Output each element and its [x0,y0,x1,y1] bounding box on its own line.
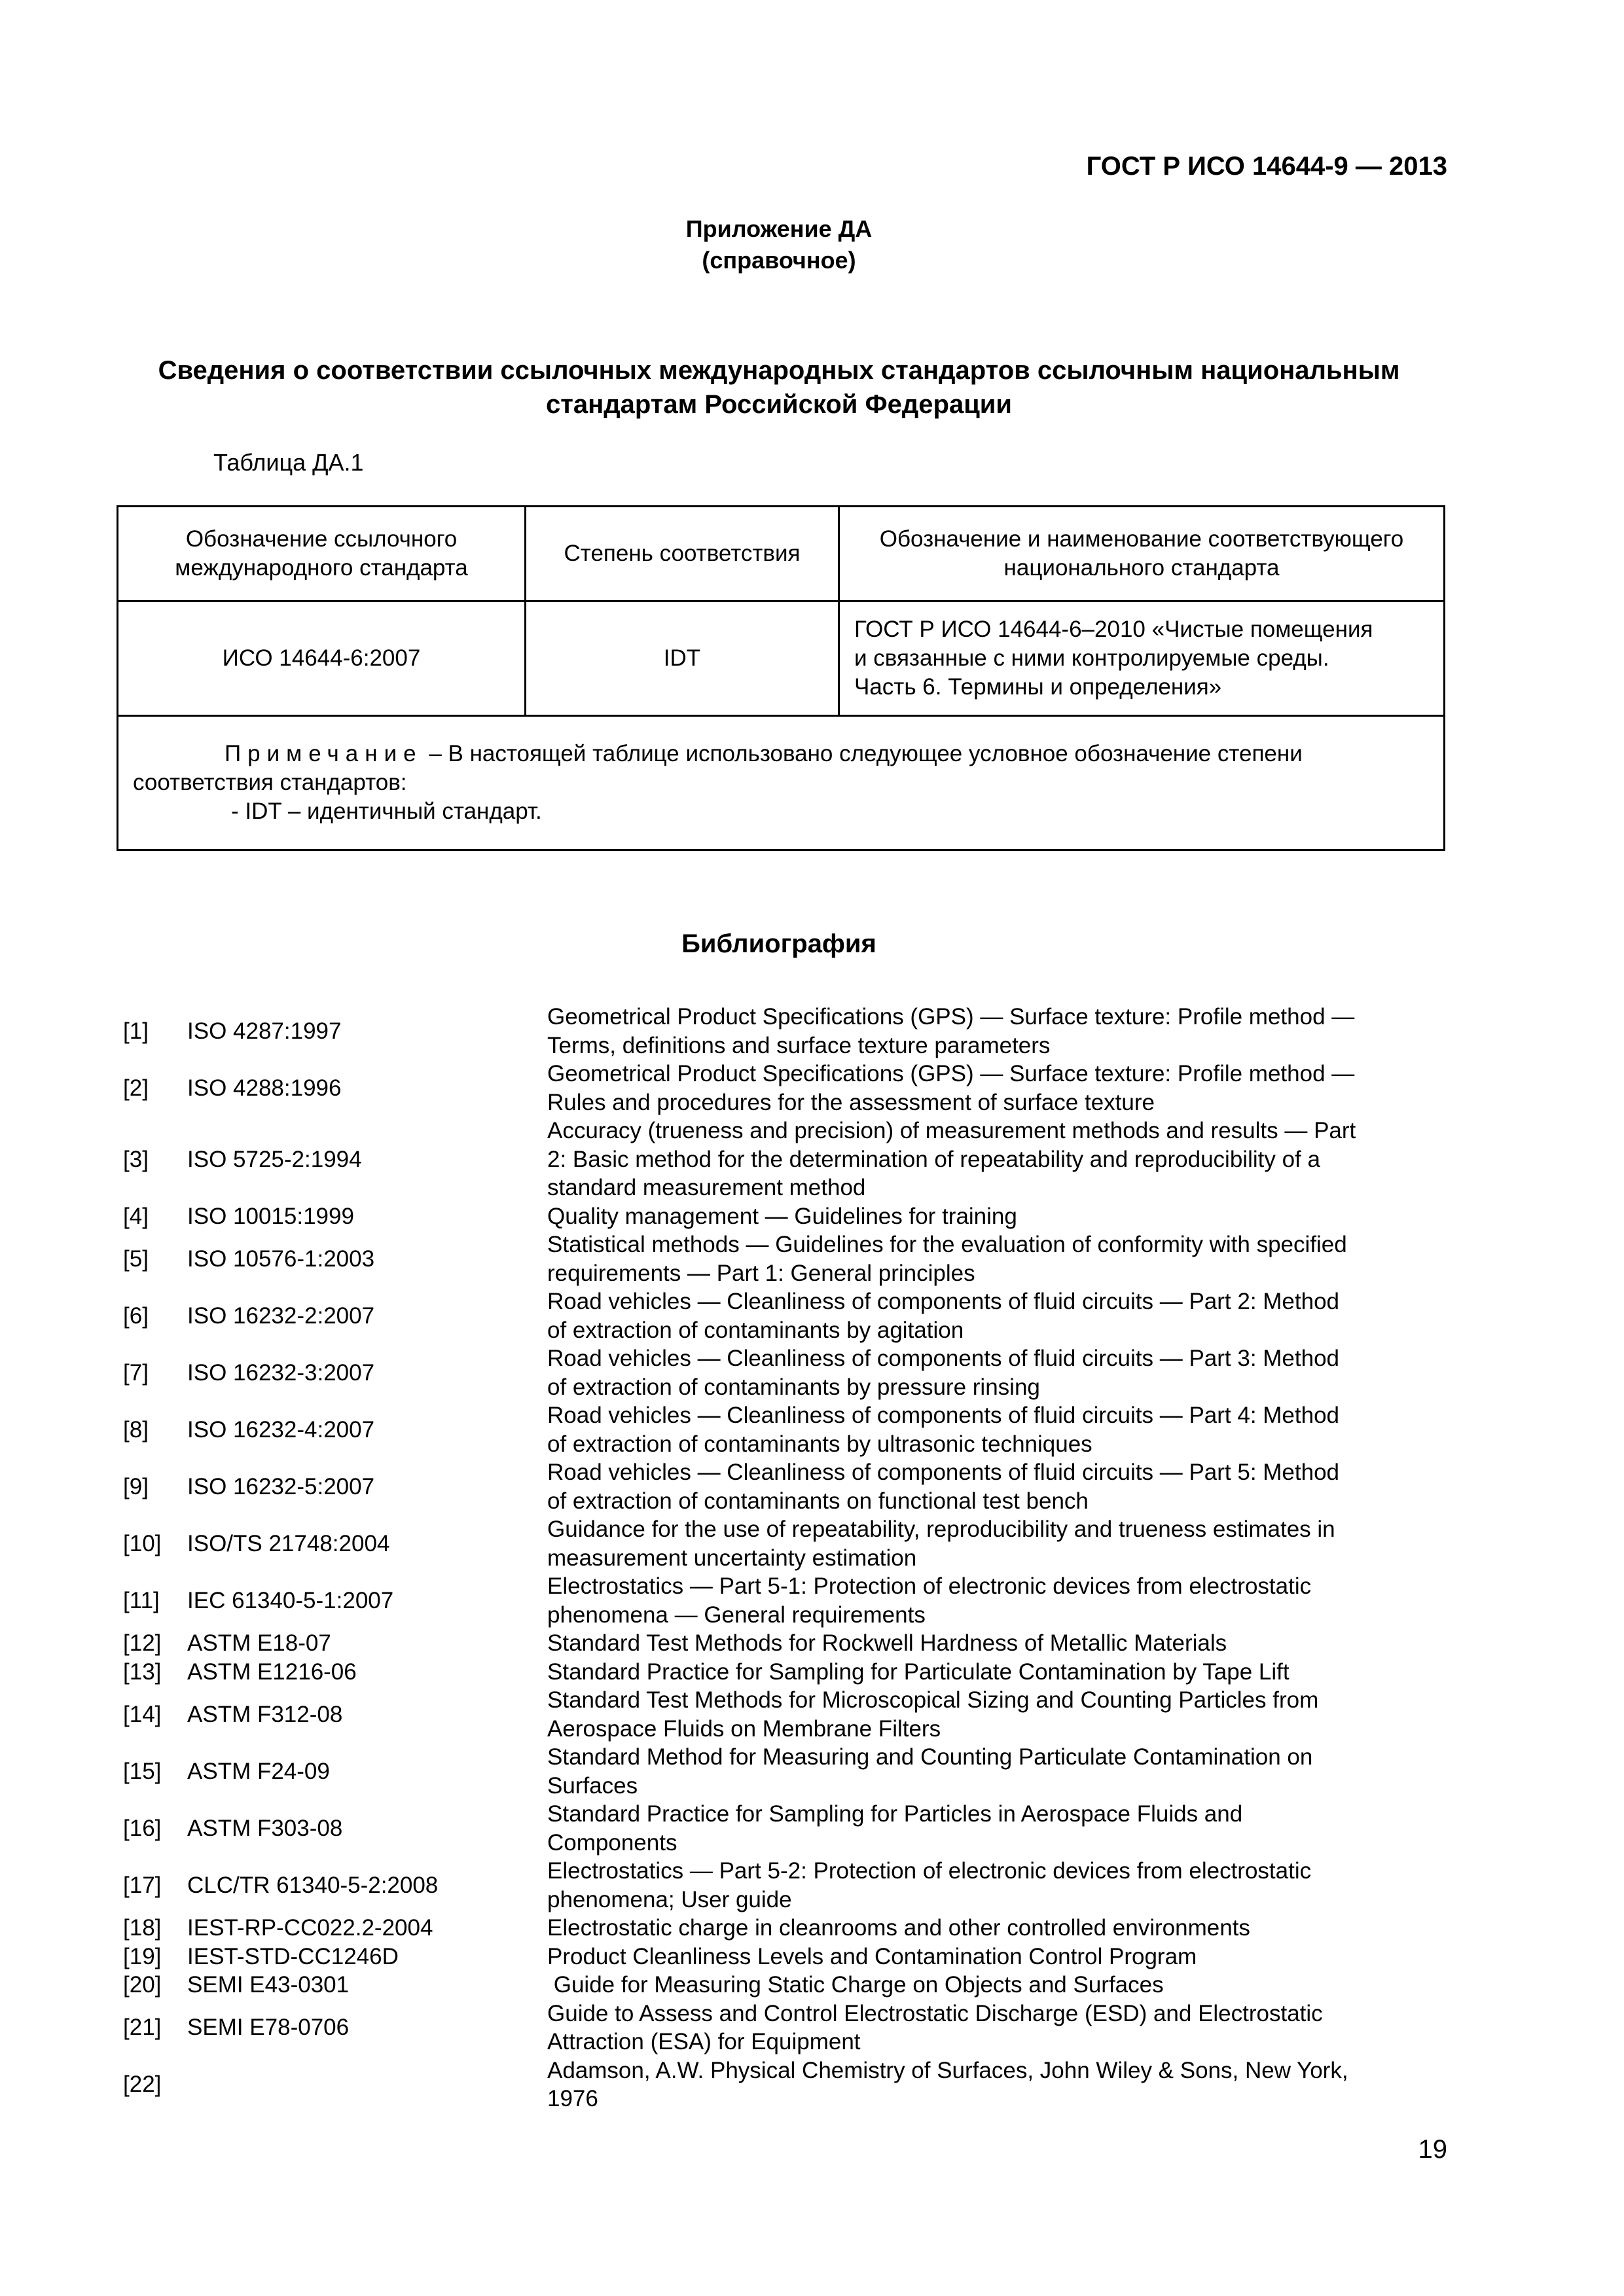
entry-title-line: of extraction of contaminants by ultrasonic techniques [547,1431,1092,1457]
entry-code: CLC/TR 61340-5-2:2008 [187,1872,439,1898]
cell-national-standard: ГОСТ Р ИСО 14644-6–2010 «Чистые помещения и связанные с ними контролируемые среды. Часть 6. Термины и определения» [839,601,1445,716]
entry-title [547,1003,1439,1060]
bibliography-entry [123,1515,1439,1572]
bibliography-entry [123,1800,1439,1857]
entry-title-line: measurement uncertainty estimation [547,1545,917,1571]
entry-title [547,1287,1439,1344]
entry-title-line: Aerospace Fluids on Membrane Filters [547,1715,941,1742]
entry-title [547,1743,1439,1800]
entry-title-line: requirements — Part 1: General principles [547,1260,975,1286]
annex-subtitle: (справочное) [702,247,856,274]
entry-number: [6] [123,1302,149,1329]
entry-code: ASTM E1216-06 [187,1659,357,1685]
entry-number: [14] [123,1701,162,1727]
section-heading [118,353,1440,422]
entry-title [547,2056,1439,2113]
entry-title-line: Standard Test Methods for Rockwell Hardness of Metallic Materials [547,1630,1227,1656]
entry-title-line: phenomena; User guide [547,1886,792,1912]
section-heading-line: стандартам Российской Федерации [546,390,1012,419]
entry-number: [1] [123,1018,149,1044]
entry-code: ASTM F312-08 [187,1701,343,1727]
entry-code: ISO 16232-4:2007 [187,1416,375,1443]
entry-number: [4] [123,1203,149,1229]
entry-code: ASTM E18-07 [187,1630,331,1656]
entry-title-line: Guidance for the use of repeatability, reproducibility and trueness estimates in [547,1516,1335,1542]
bibliography-entry [123,1230,1439,1287]
column-header-intl-standard: Обозначение ссылочного международного стандарта [118,507,526,601]
entry-title-line: Geometrical Product Specifications (GPS) — Surface texture: Profile method — [547,1061,1355,1086]
table-header-row [118,507,1445,601]
entry-title [547,1344,1439,1401]
entry-code: ISO 16232-3:2007 [187,1359,375,1386]
bibliography-entry [123,1287,1439,1344]
entry-title-line: Electrostatics — Part 5-1: Protection of electronic devices from electrostatic [547,1573,1312,1599]
bibliography-entry [123,1060,1439,1117]
bibliography-entry [123,1572,1439,1629]
entry-code: ISO 4287:1997 [187,1018,342,1044]
bibliography-entry [123,1003,1439,1060]
entry-number: [11] [123,1587,160,1613]
table-note [118,716,1445,850]
entry-number: [12] [123,1630,162,1656]
entry-code: ISO 16232-5:2007 [187,1473,375,1499]
entry-code: ISO/TS 21748:2004 [187,1530,390,1556]
entry-code: IEST-STD-CC1246D [187,1943,399,1969]
entry-title-line: Standard Method for Measuring and Counting Particulate Contamination on [547,1744,1313,1770]
note-text: – В настоящей таблице использовано следующее условное обозначение степени [422,741,1303,766]
entry-title-line: Terms, definitions and surface texture parameters [547,1032,1051,1058]
entry-number: [21] [123,2015,162,2041]
entry-number: [17] [123,1872,162,1898]
entry-code: SEMI E43-0301 [187,1972,350,1998]
cell-degree: IDT [526,601,839,716]
entry-title-line: Attraction (ESA) for Equipment [547,2029,861,2054]
entry-code: ASTM F24-09 [187,1758,330,1784]
bibliography-entry [123,1943,1439,1971]
entry-title [547,1572,1439,1629]
entry-title [547,1458,1439,1515]
entry-title-line: of extraction of contaminants by agitation [547,1317,964,1343]
entry-title-line: Standard Practice for Sampling for Particles in Aerospace Fluids and [547,1801,1243,1827]
entry-code: IEC 61340-5-1:2007 [187,1587,394,1613]
entry-number: [13] [123,1659,162,1685]
bibliography-title: Библиография [681,929,876,958]
entry-title-line: Electrostatic charge in cleanrooms and other controlled environments [547,1915,1250,1941]
cell-intl-standard: ИСО 14644-6:2007 [118,601,526,716]
entry-title [547,1117,1439,1202]
entry-number: [3] [123,1146,149,1172]
correspondence-table [117,505,1445,851]
entry-title [547,1230,1439,1287]
entry-title [547,1515,1439,1572]
entry-title [547,1686,1439,1743]
entry-title [547,1800,1439,1857]
bibliography-entry [123,2000,1439,2056]
bibliography-entry [123,1401,1439,1458]
entry-title-line: Rules and procedures for the assessment of surface texture [547,1089,1155,1115]
entry-code: ISO 10015:1999 [187,1203,354,1229]
entry-title-line: of extraction of contaminants on functional test bench [547,1488,1089,1514]
entry-title-line: Standard Practice for Sampling for Particulate Contamination by Tape Lift [547,1659,1290,1685]
entry-title-line: phenomena — General requirements [547,1602,926,1628]
table-caption: Таблица ДА.1 [213,449,364,476]
entry-title-line: Surfaces [547,1772,638,1799]
entry-title [547,1658,1439,1687]
entry-number: [18] [123,1915,162,1941]
bibliography-entry [123,1344,1439,1401]
entry-title-line: Geometrical Product Specifications (GPS) — Surface texture: Profile method — [547,1004,1355,1030]
entry-title [547,1857,1439,1914]
bibliography-entry [123,1458,1439,1515]
annex-title: Приложение ДА [685,215,873,242]
entry-title-line: standard measurement method [547,1175,866,1200]
annex-heading [0,213,1558,276]
entry-code: ASTM F303-08 [187,1815,343,1841]
entry-title-line: Guide for Measuring Static Charge on Objects and Surfaces [547,1972,1164,1998]
entry-title-line: Road vehicles — Cleanliness of components of fluid circuits — Part 3: Method [547,1346,1340,1371]
entry-number: [16] [123,1815,162,1841]
entry-title-line: Road vehicles — Cleanliness of components of fluid circuits — Part 5: Method [547,1460,1340,1485]
entry-title-line: Road vehicles — Cleanliness of components of fluid circuits — Part 4: Method [547,1403,1340,1428]
note-text: соответствия стандартов: [133,770,407,795]
entry-number: [8] [123,1416,149,1443]
entry-title-line: Guide to Assess and Control Electrostatic Discharge (ESD) and Electrostatic [547,2000,1323,2026]
entry-title-line: 1976 [547,2086,598,2111]
entry-number: [22] [123,2072,162,2098]
entry-number: [15] [123,1758,162,1784]
entry-code: ISO 4288:1996 [187,1075,342,1101]
bibliography-entry [123,1971,1439,2000]
entry-number: [2] [123,1075,149,1101]
bibliography-entry [123,1686,1439,1743]
note-text: - IDT – идентичный стандарт. [231,798,542,824]
entry-title-line: Statistical methods — Guidelines for the evaluation of conformity with specified [547,1232,1347,1257]
entry-code: SEMI E78-0706 [187,2015,350,2041]
entry-number: [19] [123,1943,162,1969]
entry-title [547,1943,1439,1971]
bibliography-entry [123,1914,1439,1943]
entry-title [547,1060,1439,1117]
entry-code: ISO 10576-1:2003 [187,1246,375,1272]
table-note-row [118,716,1445,850]
entry-title-line: Standard Test Methods for Microscopical Sizing and Counting Particles from [547,1687,1319,1713]
bibliography-entry [123,1629,1439,1658]
entry-title [547,1629,1439,1658]
entry-number: [9] [123,1473,149,1499]
entry-title-line: Quality management — Guidelines for training [547,1203,1017,1229]
entry-number: [5] [123,1246,149,1272]
column-header-national-standard: Обозначение и наименование соответствующего национального стандарта [839,507,1445,601]
bibliography-entry [123,1857,1439,1914]
note-label: Примечание [225,741,423,766]
entry-code: ISO 5725-2:1994 [187,1146,362,1172]
bibliography-entry [123,1743,1439,1800]
entry-title [547,1202,1439,1231]
entry-title-line: Accuracy (trueness and precision) of measurement methods and results — Part [547,1118,1356,1143]
section-heading-line: Сведения о соответствии ссылочных международных стандартов ссылочным национальным [158,356,1400,385]
bibliography-entry [123,2056,1439,2113]
entry-title-line: Adamson, A.W. Physical Chemistry of Surfaces, John Wiley & Sons, New York, [547,2057,1348,2083]
entry-title-line: Product Cleanliness Levels and Contamination Control Program [547,1943,1197,1969]
entry-title-line: Components [547,1829,677,1856]
page-number: 19 [1418,2135,1447,2164]
table-row [118,601,1445,716]
entry-number: [20] [123,1972,162,1998]
entry-code: ISO 16232-2:2007 [187,1302,375,1329]
entry-title-line: of extraction of contaminants by pressure rinsing [547,1374,1040,1400]
entry-title [547,2000,1439,2056]
bibliography-entry [123,1202,1439,1231]
entry-code: IEST-RP-CC022.2-2004 [187,1915,433,1941]
entry-title-line: 2: Basic method for the determination of repeatability and reproducibility of a [547,1146,1320,1172]
document-code: ГОСТ Р ИСО 14644-9 — 2013 [1086,152,1447,181]
entry-title-line: Road vehicles — Cleanliness of components of fluid circuits — Part 2: Method [547,1289,1340,1314]
bibliography-entry [123,1117,1439,1202]
bibliography-list [123,1003,1439,2113]
bibliography-entry [123,1658,1439,1687]
column-header-degree: Степень соответствия [526,507,839,601]
entry-number: [10] [123,1530,162,1556]
entry-title [547,1401,1439,1458]
entry-title-line: Electrostatics — Part 5-2: Protection of electronic devices from electrostatic [547,1858,1312,1884]
entry-title [547,1971,1439,2000]
entry-title [547,1914,1439,1943]
entry-number: [7] [123,1359,149,1386]
